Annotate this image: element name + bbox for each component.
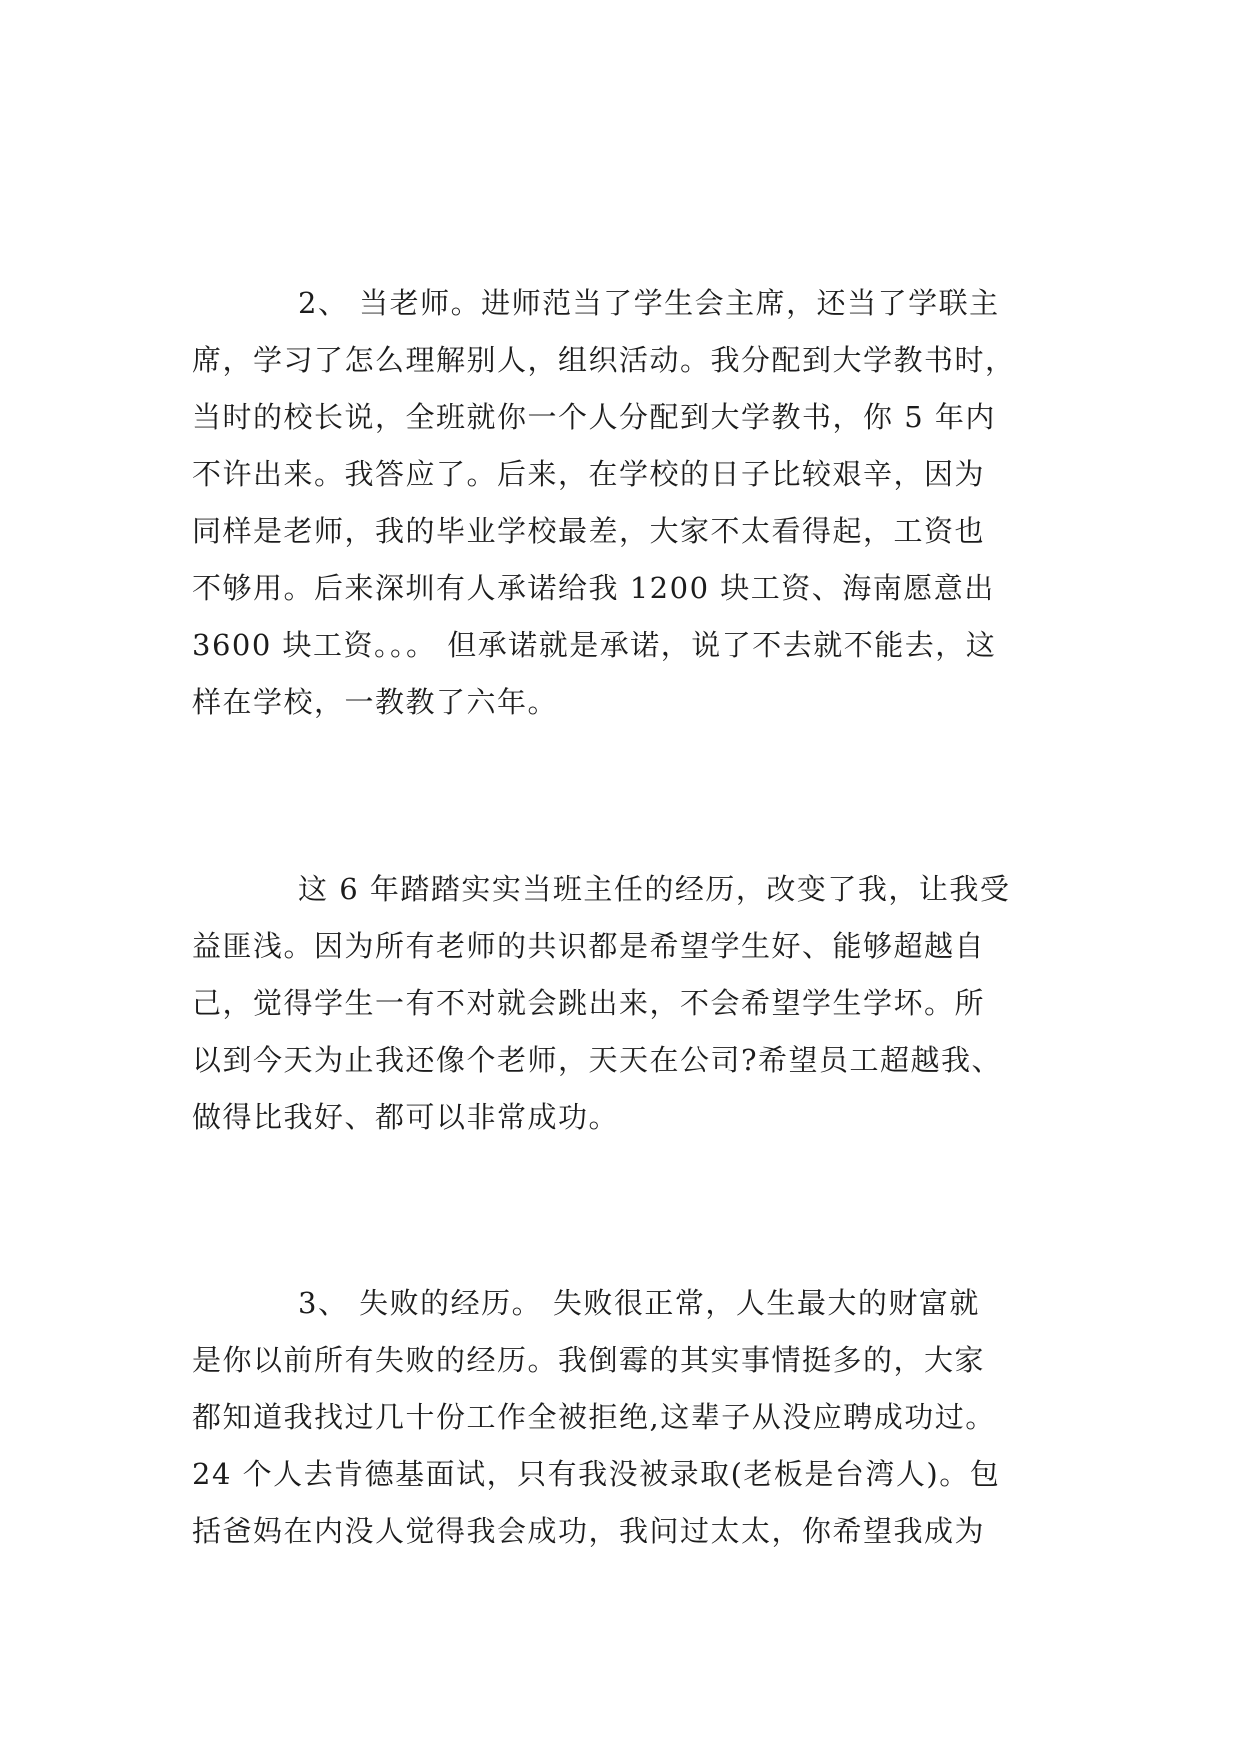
text-line: 不够用。后来深圳有人承诺给我 1200 块工资、海南愿意出: [192, 571, 995, 605]
text-line: 样在学校，一教教了六年。: [192, 685, 559, 719]
text-line: 益匪浅。因为所有老师的共识都是希望学生好、能够超越自: [192, 929, 986, 963]
text-line: 以到今天为止我还像个老师，天天在公司?希望员工超越我、: [192, 1043, 1003, 1077]
text-line: 2、 当老师。进师范当了学生会主席，还当了学联主: [298, 286, 1000, 320]
text-line: 这 6 年踏踏实实当班主任的经历，改变了我，让我受: [298, 872, 1011, 906]
text-line: 括爸妈在内没人觉得我会成功，我问过太太，你希望我成为: [192, 1514, 986, 1548]
text-line: 3、 失败的经历。 失败很正常，人生最大的财富就: [298, 1286, 980, 1320]
paragraph-failure: [192, 1275, 1072, 1560]
text-line: 都知道我找过几十份工作全被拒绝,这辈子从没应聘成功过。: [192, 1400, 996, 1434]
text-line: 做得比我好、都可以非常成功。: [192, 1100, 620, 1134]
paragraph-six-years: [192, 861, 1072, 1146]
text-line: 3600 块工资。。。 但承诺就是承诺，说了不去就不能去，这: [192, 628, 997, 662]
text-line: 当时的校长说，全班就你一个人分配到大学教书，你 5 年内: [192, 400, 996, 434]
text-line: 己，觉得学生一有不对就会跳出来，不会希望学生学坏。所: [192, 986, 986, 1020]
text-line: 席，学习了怎么理解别人，组织活动。我分配到大学教书时，: [192, 343, 1016, 377]
paragraph-teacher: [192, 275, 1072, 731]
text-line: 不许出来。我答应了。后来，在学校的日子比较艰辛，因为: [192, 457, 986, 491]
text-line: 同样是老师，我的毕业学校最差，大家不太看得起，工资也: [192, 514, 986, 548]
text-line: 24 个人去肯德基面试，只有我没被录取(老板是台湾人)。包: [192, 1457, 1001, 1491]
text-line: 是你以前所有失败的经历。我倒霉的其实事情挺多的，大家: [192, 1343, 986, 1377]
